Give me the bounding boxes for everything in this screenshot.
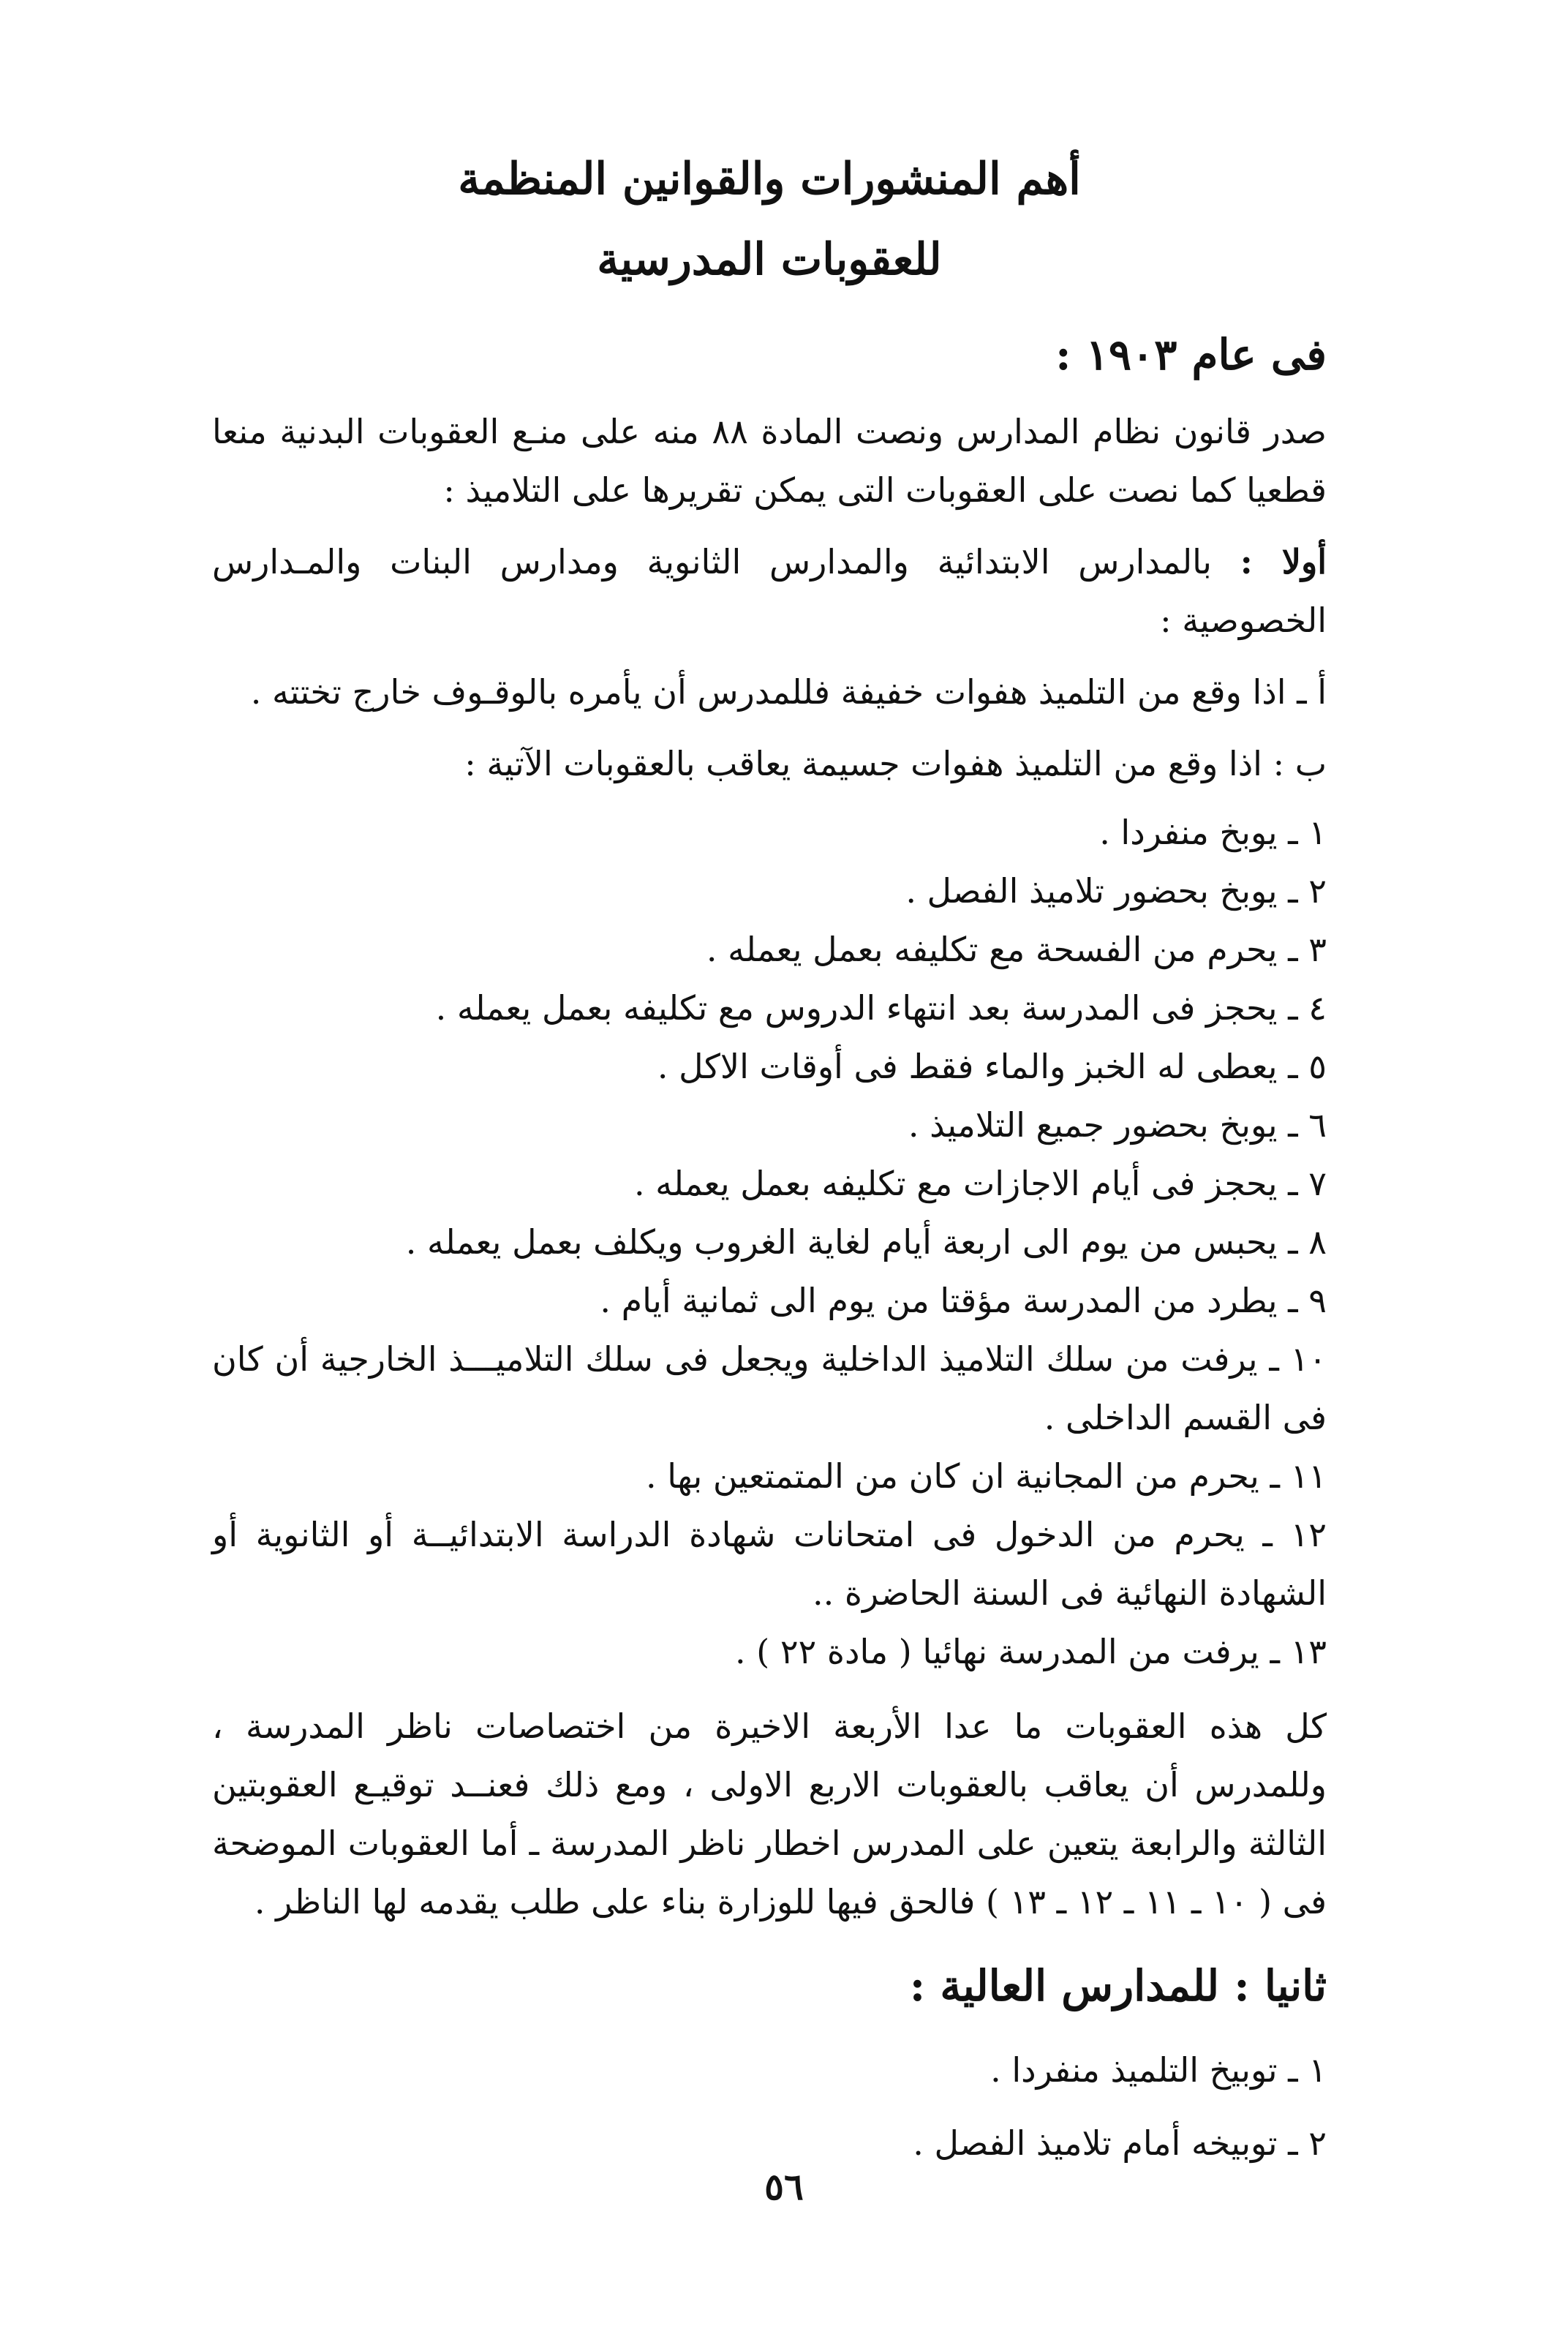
- penalty-item-7: ٧ ـ يحجز فى أيام الاجازات مع تكليفه بعمل يعمله .: [633, 1164, 1327, 1203]
- title-line-1: أهم المنشورات والقوانين المنظمة: [458, 154, 1081, 205]
- first-section-paragraph: [212, 532, 1327, 650]
- title-line-2: للعقوبات المدرسية: [597, 234, 942, 285]
- page-number: ٥٦: [764, 2165, 804, 2208]
- penalty-item-3: ٣ ـ يحرم من الفسحة مع تكليفه بعمل يعمله .: [706, 930, 1327, 969]
- closing-paragraph: كل هذه العقوبات ما عدا الأربعة الاخيرة من اختصاصات ناظر المدرسة ، وللمدرس أن يعاقب بالعقوبات الاربع الاولى ، ومع ذلك فعنــد توقيـع العقوبتين الثالثة والرابعة يتعين على المدرس اخطار ناظر المدرسة ـ أما العقوبات الموضحة فى ( ١٠ ـ ١١ ـ ١٢ ـ ١٣ ) فالحق فيها للوزارة بناء على طلب يقدمه لها الناظر .: [212, 1706, 1327, 1921]
- penalty-item-9: ٩ ـ يطرد من المدرسة مؤقتا من يوم الى ثمانية أيام .: [600, 1281, 1327, 1320]
- penalty-item-4: ٤ ـ يحجز فى المدرسة بعد انتهاء الدروس مع تكليفه بعمل يعمله .: [435, 988, 1327, 1028]
- penalty-item-11: ١١ ـ يحرم من المجانية ان كان من المتمتعين بها .: [646, 1456, 1327, 1496]
- penalty-item-13: ١٣ ـ يرفت من المدرسة نهائيا ( مادة ٢٢ ) .: [735, 1632, 1327, 1671]
- intro-paragraph: صدر قانون نظام المدارس ونصت المادة ٨٨ منه على منـع العقوبات البدنية منعا قطعيا كما نصت على العقوبات التى يمكن تقريرها على التلاميذ :: [212, 412, 1327, 510]
- second-item-1: ١ ـ توبيخ التلميذ منفردا .: [990, 2050, 1327, 2090]
- penalties-list: [212, 803, 1327, 1681]
- second-section-list: [212, 2033, 1327, 2180]
- penalty-item-2: ٢ ـ يوبخ بحضور تلاميذ الفصل .: [905, 871, 1327, 911]
- penalty-item-1: ١ ـ يوبخ منفردا .: [1099, 813, 1327, 852]
- penalty-item-6: ٦ ـ يوبخ بحضور جميع التلاميذ .: [908, 1105, 1327, 1145]
- penalty-item-10: ١٠ ـ يرفت من سلك التلاميذ الداخلية ويجعل فى سلك التلاميـــذ الخارجية أن كان فى القسم الداخلى .: [212, 1339, 1327, 1437]
- year-heading: فى عام ١٩٠٣ :: [1055, 330, 1327, 380]
- penalty-item-8: ٨ ـ يحبس من يوم الى اربعة أيام لغاية الغروب ويكلف بعمل يعمله .: [405, 1222, 1327, 1262]
- second-section-heading: ثانيا : للمدارس العالية :: [909, 1961, 1327, 2011]
- first-section-lead: أولا :: [1240, 542, 1327, 581]
- penalty-item-5: ٥ ـ يعطى له الخبز والماء فقط فى أوقات الاكل .: [657, 1047, 1327, 1086]
- clause-b: ب : اذا وقع من التلميذ هفوات جسيمة يعاقب بالعقوبات الآتية :: [464, 744, 1327, 783]
- first-section-text: بالمدارس الابتدائية والمدارس الثانوية ومدارس البنات والمـدارس الخصوصية :: [212, 542, 1327, 640]
- penalty-item-12: ١٢ ـ يحرم من الدخول فى امتحانات شهادة الدراسة الابتدائيــة أو الثانوية أو الشهادة النهائية فى السنة الحاضرة ..: [212, 1515, 1327, 1613]
- second-item-2: ٢ ـ توبيخه أمام تلاميذ الفصل .: [913, 2123, 1327, 2163]
- clause-a: أ ـ اذا وقع من التلميذ هفوات خفيفة فللمدرس أن يأمره بالوقـوف خارج تختته .: [250, 672, 1327, 712]
